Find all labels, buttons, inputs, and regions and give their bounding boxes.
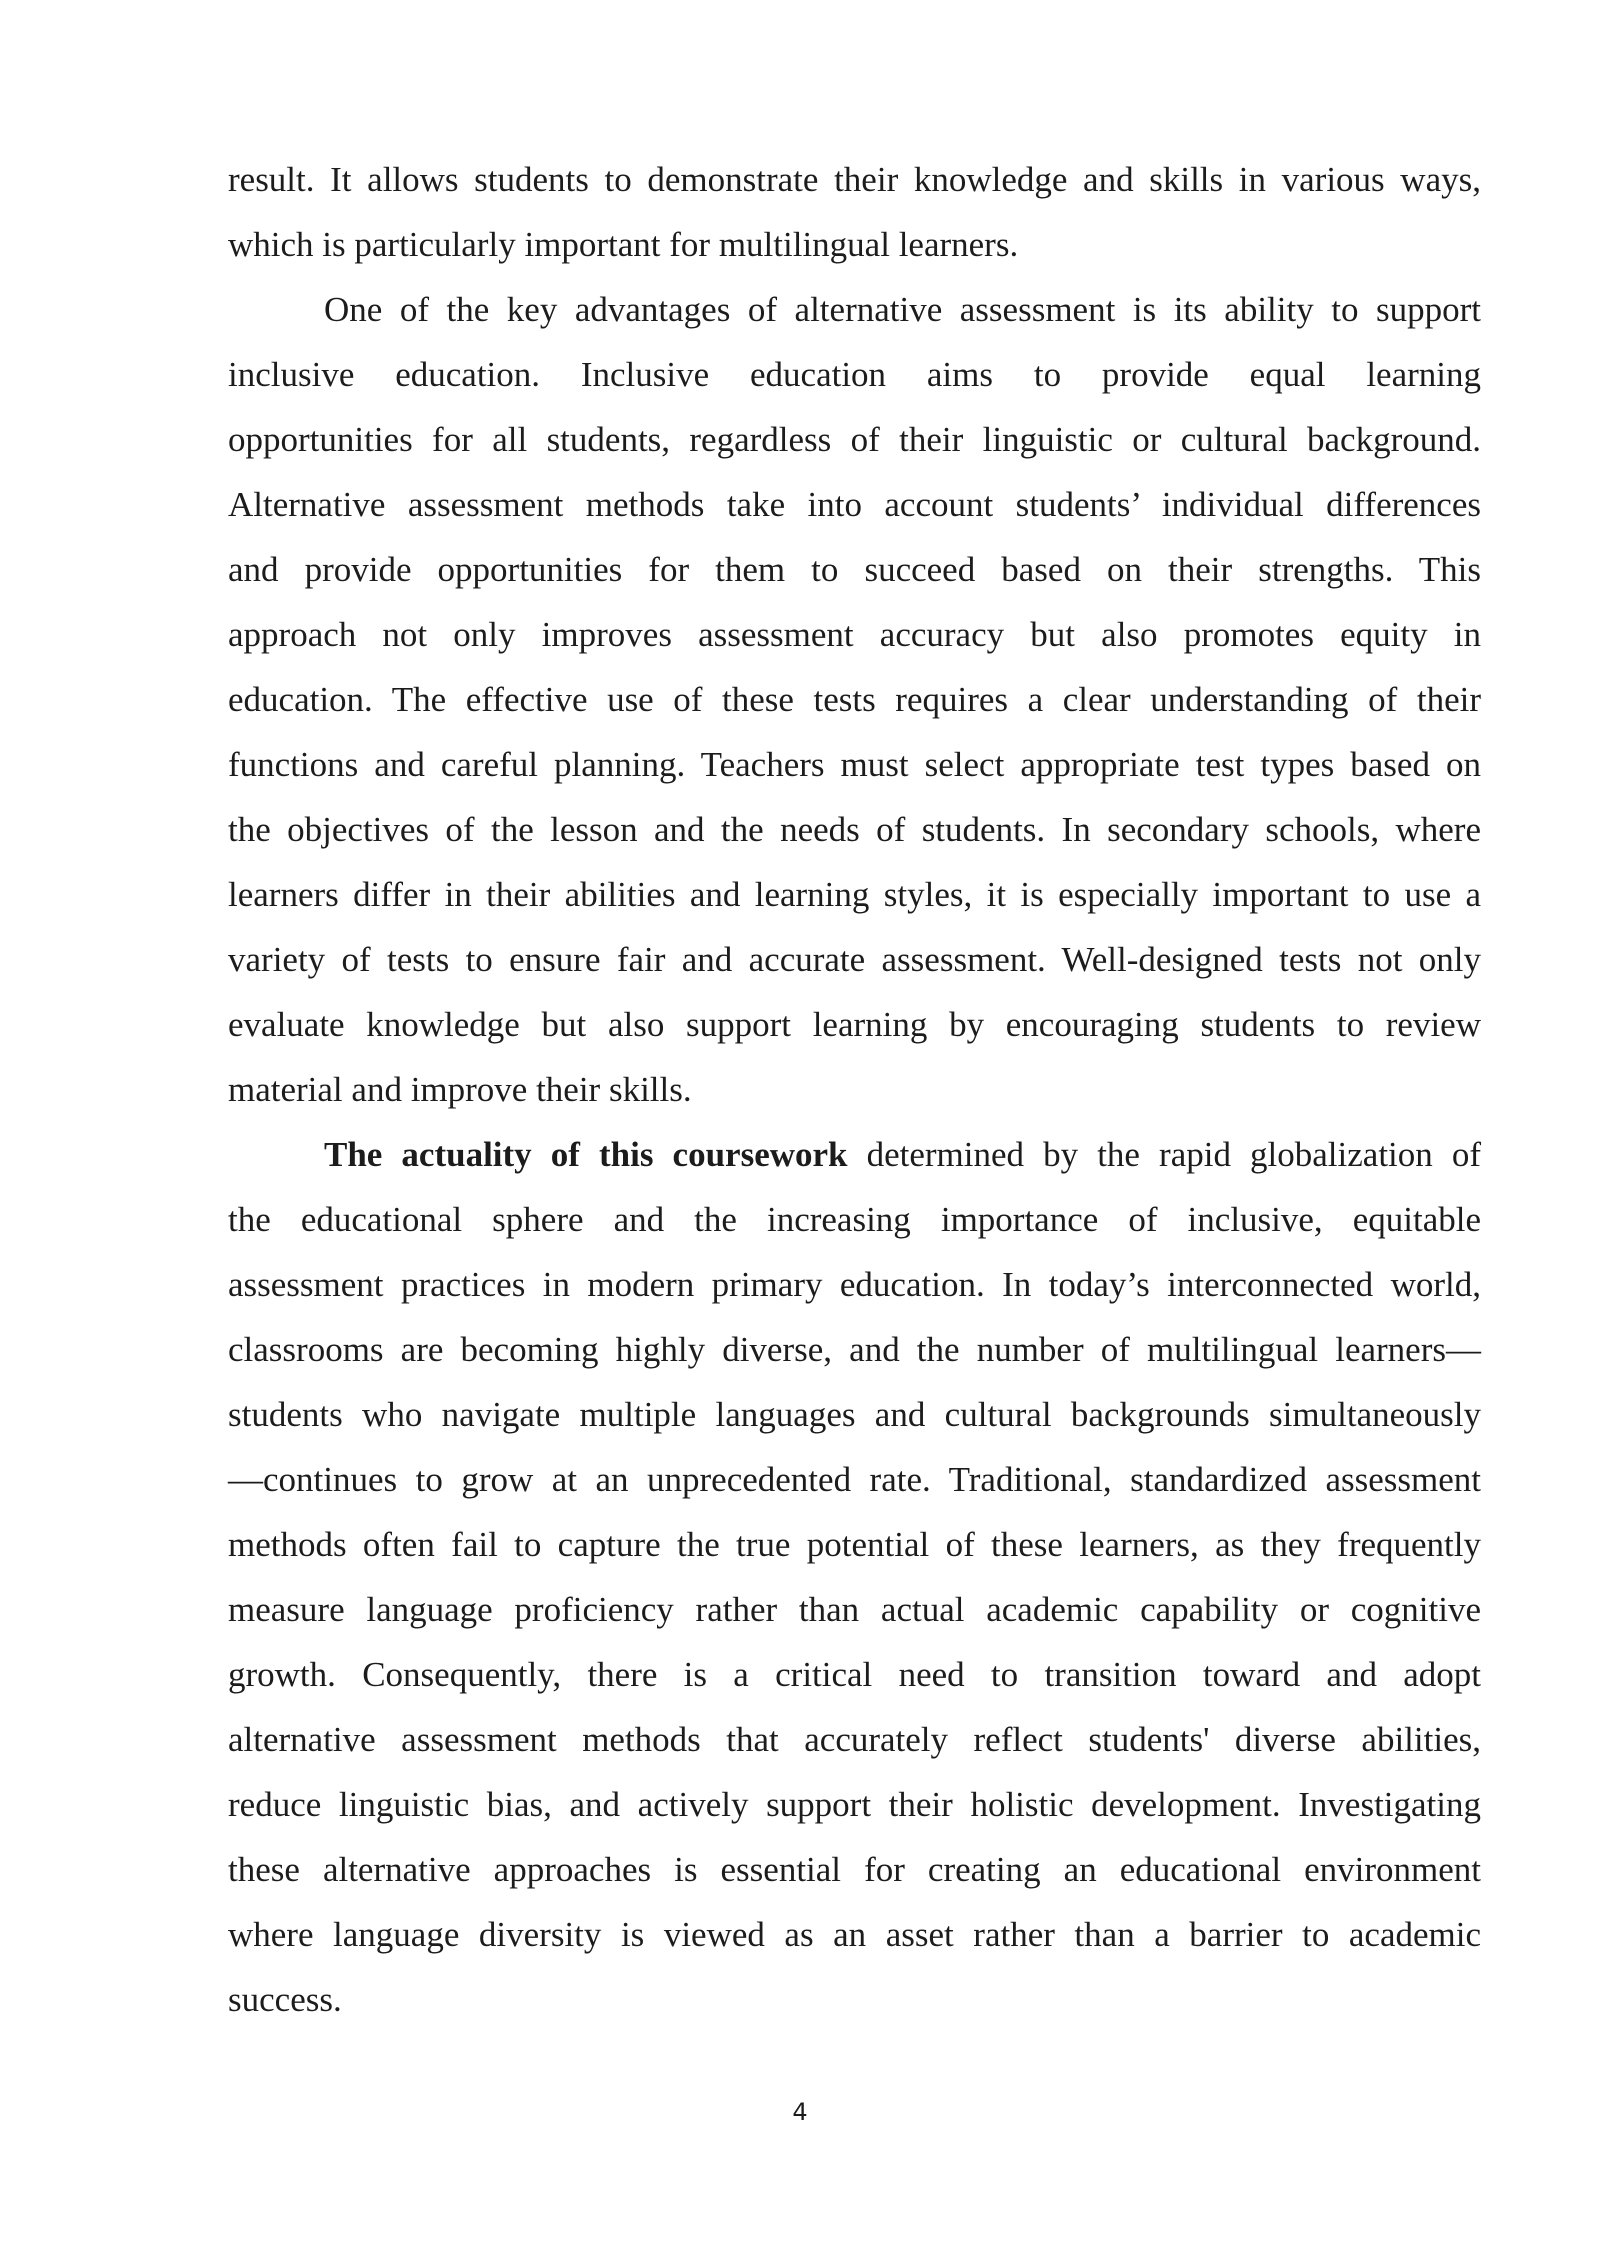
text-line: assessment practices in modern primary education. In today’s interconnected world,	[228, 1265, 1481, 1304]
text-line: variety of tests to ensure fair and accurate assessment. Well-designed tests not only	[228, 940, 1481, 979]
paragraph-first-line	[228, 1122, 1481, 1187]
text-line: —continues to grow at an unprecedented rate. Traditional, standardized assessment	[228, 1460, 1481, 1499]
text-line: learners differ in their abilities and learning styles, it is especially important to use a	[228, 875, 1481, 914]
text-line: students who navigate multiple languages and cultural backgrounds simultaneously	[228, 1395, 1481, 1434]
text-line: where language diversity is viewed as an asset rather than a barrier to academic	[228, 1915, 1481, 1954]
text-line: these alternative approaches is essential for creating an educational environment	[228, 1850, 1481, 1889]
paragraph-first-line: One of the key advantages of alternative assessment is its ability to support	[324, 290, 1481, 329]
text-line: success.	[228, 1980, 342, 2019]
text-line: classrooms are becoming highly diverse, and the number of multilingual learners—	[228, 1330, 1481, 1369]
text-line: material and improve their skills.	[228, 1070, 692, 1109]
text-line: opportunities for all students, regardless of their linguistic or cultural background.	[228, 420, 1481, 459]
text-line: inclusive education. Inclusive education aims to provide equal learning	[228, 355, 1481, 394]
page-number: 4	[792, 2098, 808, 2126]
text-line: education. The effective use of these tests requires a clear understanding of their	[228, 680, 1481, 719]
text-line: the objectives of the lesson and the needs of students. In secondary schools, where	[228, 810, 1481, 849]
text-line: reduce linguistic bias, and actively support their holistic development. Investigating	[228, 1785, 1481, 1824]
actuality-heading: The actuality of this coursework	[324, 1135, 848, 1174]
text-line: evaluate knowledge but also support learning by encouraging students to review	[228, 1005, 1481, 1044]
text-line: which is particularly important for multilingual learners.	[228, 225, 1019, 264]
text-segment: determined by the rapid globalization of	[866, 1135, 1482, 1174]
text-line: and provide opportunities for them to succeed based on their strengths. This	[228, 550, 1481, 589]
text-line: methods often fail to capture the true potential of these learners, as they frequently	[228, 1525, 1481, 1564]
text-line: Alternative assessment methods take into account students’ individual differences	[228, 485, 1481, 524]
body-text	[228, 147, 1481, 2032]
text-line: result. It allows students to demonstrate their knowledge and skills in various ways,	[228, 160, 1481, 199]
text-line: measure language proficiency rather than actual academic capability or cognitive	[228, 1590, 1481, 1629]
text-line: alternative assessment methods that accurately reflect students' diverse abilities,	[228, 1720, 1481, 1759]
text-line: the educational sphere and the increasing importance of inclusive, equitable	[228, 1200, 1481, 1239]
text-line: approach not only improves assessment accuracy but also promotes equity in	[228, 615, 1481, 654]
text-line: functions and careful planning. Teachers must select appropriate test types based on	[228, 745, 1481, 784]
text-line: growth. Consequently, there is a critical need to transition toward and adopt	[228, 1655, 1481, 1694]
